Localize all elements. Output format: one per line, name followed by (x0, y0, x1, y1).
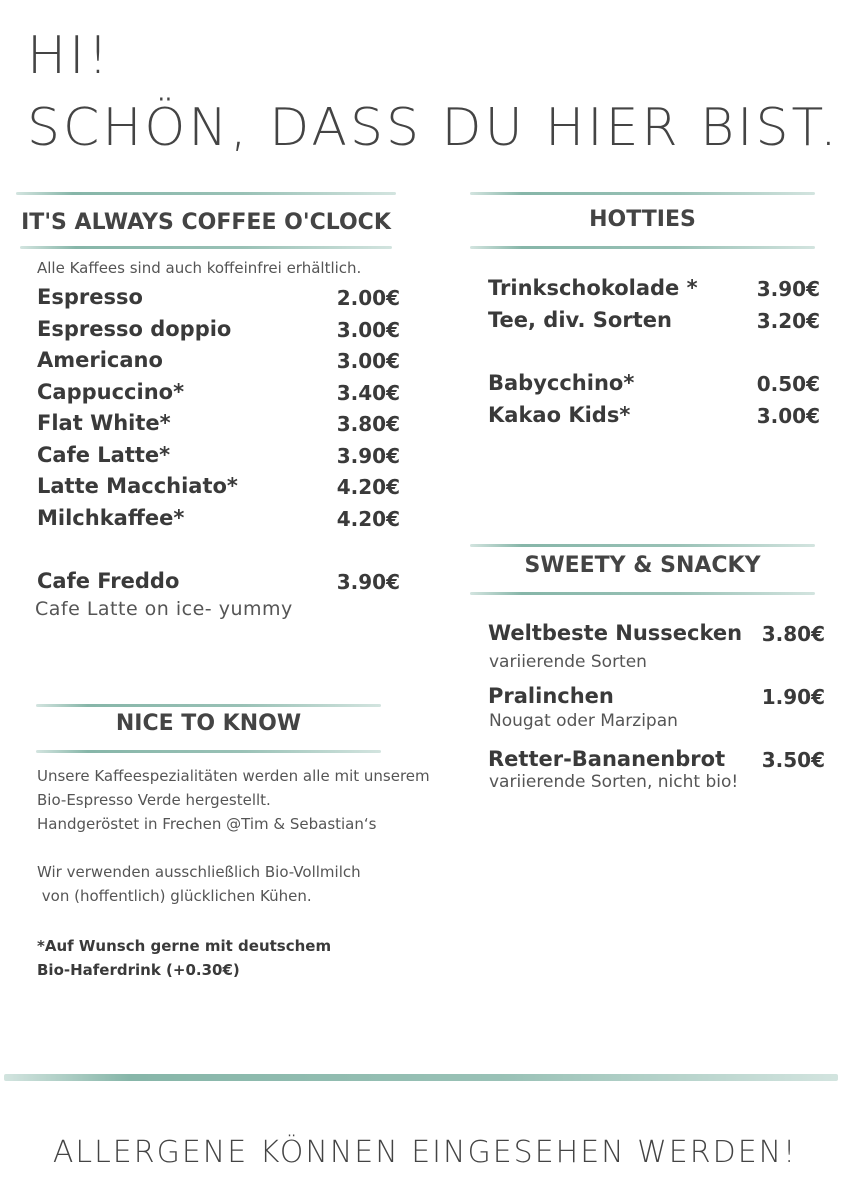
snacky-section-title: SWEETY & SNACKY (524, 553, 761, 578)
menu-item-name: Flat White* (37, 411, 171, 435)
menu-item-name: Trinkschokolade * (488, 276, 698, 300)
brush-divider (16, 192, 396, 195)
oat-milk-note: *Auf Wunsch gerne mit deutschem (37, 937, 332, 955)
menu-item-price: 3.80€ (761, 622, 825, 646)
menu-item-price: 0.50€ (756, 372, 820, 396)
info-line: von (hoffentlich) glücklichen Kühen. (37, 887, 312, 905)
menu-item-price: 3.80€ (336, 412, 400, 436)
menu-item-price: 3.00€ (336, 318, 400, 342)
menu-item-name: Cafe Freddo (37, 569, 180, 593)
brush-divider (36, 704, 381, 707)
menu-item-price: 3.50€ (761, 748, 825, 772)
menu-item-price: 4.20€ (336, 475, 400, 499)
menu-item-price: 3.90€ (756, 277, 820, 301)
info-line: Unsere Kaffeespezialitäten werden alle mit unserem (37, 767, 430, 785)
coffee-section-title: IT'S ALWAYS COFFEE O'CLOCK (21, 210, 391, 235)
allergen-notice: ALLERGENE KÖNNEN EINGESEHEN WERDEN! (52, 1135, 798, 1170)
menu-item-price: 3.40€ (336, 381, 400, 405)
hotties-section-title: HOTTIES (589, 207, 696, 232)
menu-item-description: Nougat oder Marzipan (489, 711, 678, 731)
info-line: Handgeröstet in Frechen @Tim & Sebastian‘s (37, 815, 377, 833)
brush-divider (36, 750, 381, 753)
menu-item-name: Kakao Kids* (488, 403, 631, 427)
brush-divider (470, 246, 815, 249)
menu-item-name: Espresso doppio (37, 317, 232, 341)
menu-item-name: Americano (37, 348, 163, 372)
menu-item-price: 3.20€ (756, 309, 820, 333)
menu-item-name: Cappuccino* (37, 380, 185, 404)
brush-divider (4, 1074, 838, 1081)
menu-item-name: Cafe Latte* (37, 443, 171, 467)
info-line: Bio-Espresso Verde hergestellt. (37, 791, 271, 809)
menu-item-name: Latte Macchiato* (37, 474, 238, 498)
brush-divider (20, 246, 392, 249)
menu-item-name: Pralinchen (488, 684, 614, 708)
menu-item-price: 1.90€ (761, 685, 825, 709)
menu-item-price: 3.90€ (336, 444, 400, 468)
oat-milk-note: Bio-Haferdrink (+0.30€) (37, 961, 240, 979)
brush-divider (470, 192, 815, 195)
decaf-note: Alle Kaffees sind auch koffeinfrei erhältlich. (37, 259, 362, 277)
menu-item-name: Tee, div. Sorten (488, 308, 672, 332)
menu-item-name: Weltbeste Nussecken (488, 621, 743, 645)
nice-to-know-title: NICE TO KNOW (115, 711, 302, 736)
menu-item-name: Retter-Bananenbrot (488, 747, 726, 771)
info-line: Wir verwenden ausschließlich Bio-Vollmilch (37, 863, 361, 881)
menu-item-price: 3.00€ (756, 404, 820, 428)
menu-item-name: Espresso (37, 285, 143, 309)
menu-item-price: 3.00€ (336, 349, 400, 373)
menu-item-description: Cafe Latte on ice- yummy (35, 598, 293, 620)
menu-item-description: variierende Sorten (489, 652, 647, 672)
brush-divider (470, 544, 815, 547)
menu-item-name: Babycchino* (488, 371, 635, 395)
brush-divider (470, 592, 815, 595)
menu-item-price: 3.90€ (336, 570, 400, 594)
menu-item-price: 4.20€ (336, 507, 400, 531)
menu-item-price: 2.00€ (336, 286, 400, 310)
welcome-line: SCHÖN, DASS DU HIER BIST. (27, 98, 840, 158)
greeting-line: HI! (27, 26, 112, 86)
menu-item-name: Milchkaffee* (37, 506, 185, 530)
menu-item-description: variierende Sorten, nicht bio! (489, 772, 739, 792)
